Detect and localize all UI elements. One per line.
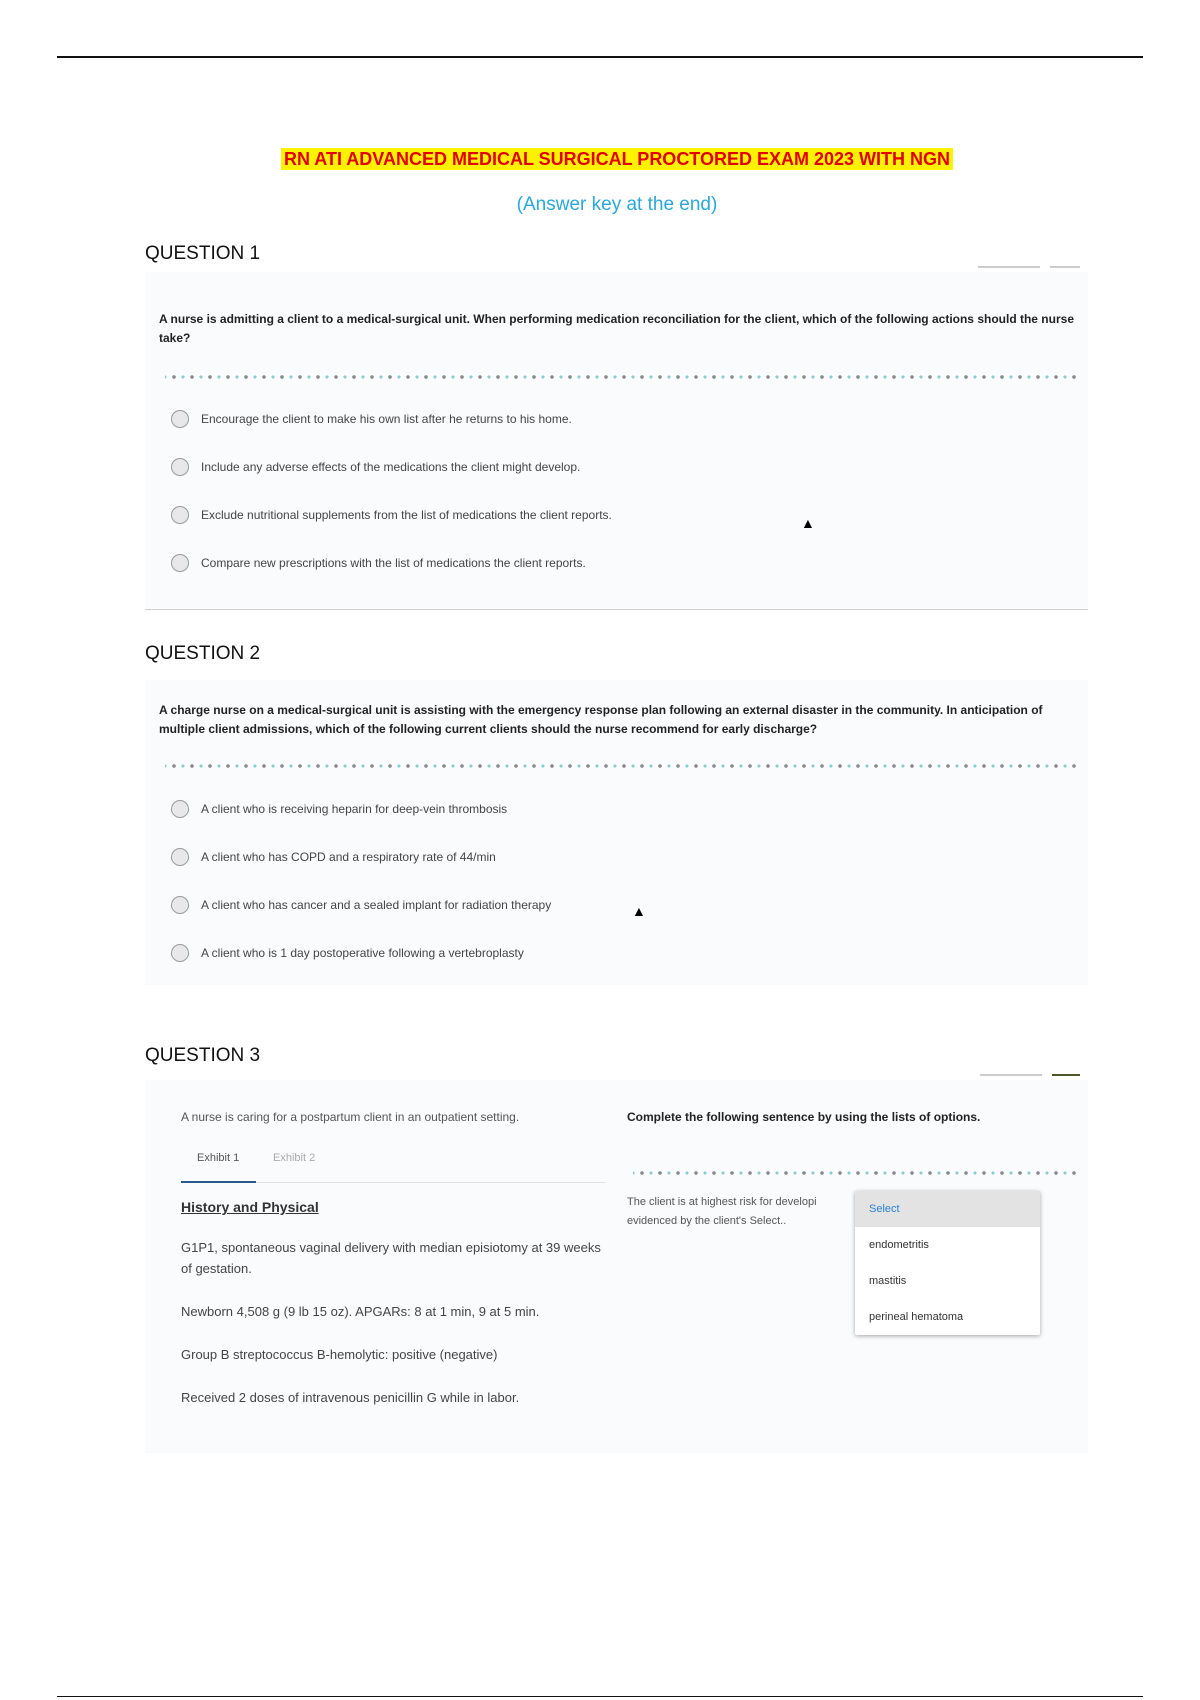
question-3-dots-accent [633, 1170, 1077, 1176]
exhibit-tabs [181, 1152, 606, 1183]
options-dropdown [855, 1191, 1040, 1335]
question-2-heading: QUESTION 2 [145, 643, 261, 664]
mouse-pointer-icon: ▲ [632, 903, 646, 919]
history-item-4: Received 2 doses of intravenous penicillin G while in labor. [181, 1390, 520, 1405]
document-subtitle: (Answer key at the end) [516, 194, 718, 215]
question-1-prompt: A nurse is admitting a client to a medical-surgical unit. When performing medication reconciliation for the client, which of the following actions should the nurse take? [159, 312, 1074, 345]
radio-button[interactable] [171, 458, 189, 476]
question-3-instruction: Complete the following sentence by using the lists of options. [627, 1110, 981, 1124]
question-3-heading: QUESTION 3 [145, 1045, 261, 1066]
question-1-card [145, 272, 1088, 608]
radio-button[interactable] [171, 506, 189, 524]
radio-button[interactable] [171, 554, 189, 572]
question-2-prompt: A charge nurse on a medical-surgical unit is assisting with the emergency response plan following an external disaster in the community. In anticipation of multiple client admissions, which of the following current clients should the nurse recommend for early discharge? [159, 703, 1043, 736]
dropdown-option-mastitis[interactable]: mastitis [869, 1275, 907, 1287]
question-2-option-3[interactable]: A client who has cancer and a sealed implant for radiation therapy [171, 896, 551, 914]
question-2-dots-accent [165, 763, 1076, 769]
question-1-divider [145, 609, 1088, 610]
question-3-left-panel [181, 1110, 606, 1408]
question-3-card [145, 1080, 1088, 1453]
section-title: History and Physical [181, 1199, 319, 1215]
question-1-option-3[interactable]: Exclude nutritional supplements from the list of medications the client reports. [171, 506, 612, 524]
question-2-card [145, 680, 1088, 985]
inline-select[interactable]: Select.. [749, 1215, 787, 1227]
radio-button[interactable] [171, 944, 189, 962]
tab-exhibit-1[interactable]: Exhibit 1 [197, 1152, 240, 1164]
document-title: RN ATI ADVANCED MEDICAL SURGICAL PROCTORED EXAM 2023 WITH NGN [0, 149, 1200, 170]
question-1-tab-markers [978, 266, 1080, 268]
tab-exhibit-2[interactable]: Exhibit 2 [273, 1152, 316, 1164]
active-tab-indicator [181, 1181, 256, 1183]
radio-button[interactable] [171, 896, 189, 914]
question-1-dots-accent [165, 374, 1076, 380]
question-3-tab-markers [980, 1074, 1080, 1076]
mouse-pointer-icon: ▲ [801, 515, 815, 531]
dropdown-option-select[interactable]: Select [855, 1191, 1040, 1227]
dropdown-option-endometritis[interactable]: endometritis [869, 1239, 929, 1251]
radio-button[interactable] [171, 848, 189, 866]
question-2-option-1[interactable]: A client who is receiving heparin for deep-vein thrombosis [171, 800, 507, 818]
question-1-option-1[interactable]: Encourage the client to make his own list after he returns to his home. [171, 410, 572, 428]
question-3-sentence: The client is at highest risk for developi evidenced by the client's Select.. [627, 1196, 817, 1227]
question-2-option-2[interactable]: A client who has COPD and a respiratory rate of 44/min [171, 848, 496, 866]
history-item-1: G1P1, spontaneous vaginal delivery with median episiotomy at 39 weeks of gestation. [181, 1240, 601, 1276]
bottom-rule [57, 1696, 1143, 1697]
question-2-option-4[interactable]: A client who is 1 day postoperative following a vertebroplasty [171, 944, 524, 962]
dropdown-option-perineal-hematoma[interactable]: perineal hematoma [869, 1311, 964, 1323]
radio-button[interactable] [171, 800, 189, 818]
radio-button[interactable] [171, 410, 189, 428]
question-3-intro: A nurse is caring for a postpartum client in an outpatient setting. [181, 1110, 520, 1124]
history-item-3: Group B streptococcus B-hemolytic: positive (negative) [181, 1347, 498, 1362]
top-rule [57, 56, 1143, 58]
question-1-option-4[interactable]: Compare new prescriptions with the list of medications the client reports. [171, 554, 586, 572]
question-1-option-2[interactable]: Include any adverse effects of the medications the client might develop. [171, 458, 580, 476]
question-1-heading: QUESTION 1 [145, 243, 261, 264]
question-3-right-panel [627, 1110, 1077, 1323]
history-item-2: Newborn 4,508 g (9 lb 15 oz). APGARs: 8 at 1 min, 9 at 5 min. [181, 1304, 540, 1319]
